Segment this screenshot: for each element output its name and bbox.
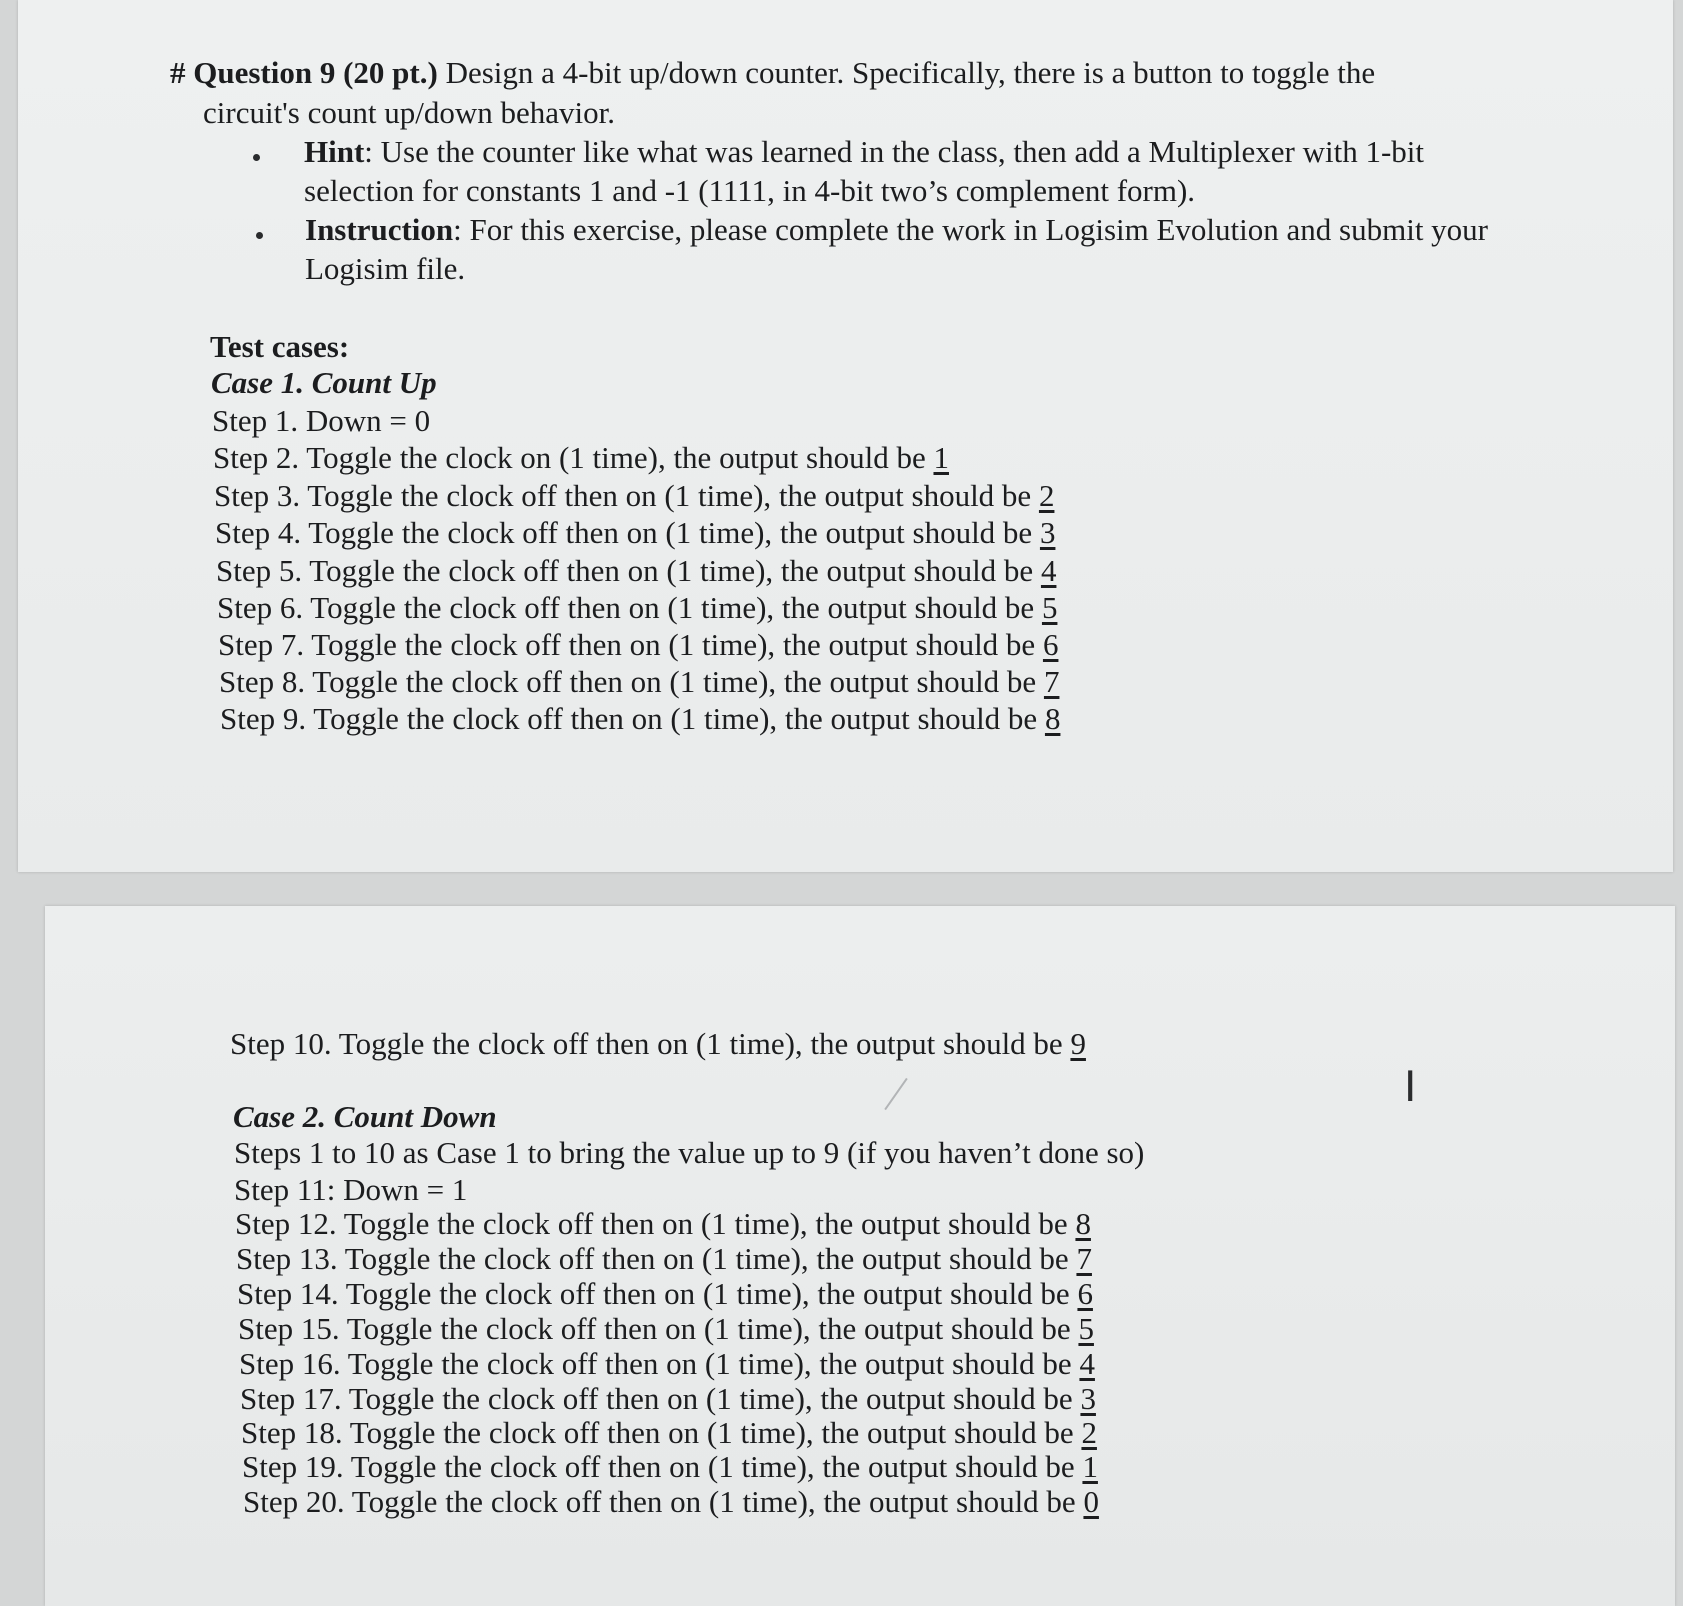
question-text-1: Design a 4-bit up/down counter. Specifically, there is a button to toggle the bbox=[437, 55, 1376, 90]
expected-output: 8 bbox=[1044, 701, 1061, 736]
expected-output: 3 bbox=[1080, 1381, 1096, 1416]
case1-step: Step 10. Toggle the clock off then on (1 time), the output should be 9 bbox=[230, 1026, 1086, 1061]
instruction-text-1: : For this exercise, please complete the work in Logisim Evolution and submit your bbox=[453, 212, 1489, 247]
question-line-2: circuit's count up/down behavior. bbox=[203, 95, 615, 130]
case2-step: Step 14. Toggle the clock off then on (1 time), the output should be 6 bbox=[237, 1276, 1093, 1311]
case1-step: Step 7. Toggle the clock off then on (1 time), the output should be 6 bbox=[218, 627, 1059, 662]
case2-step: Step 20. Toggle the clock off then on (1 time), the output should be 0 bbox=[243, 1484, 1099, 1519]
case2-step: Step 16. Toggle the clock off then on (1 time), the output should be 4 bbox=[239, 1346, 1095, 1381]
case1-step: Step 3. Toggle the clock off then on (1 time), the output should be 2 bbox=[214, 478, 1055, 513]
expected-output: 5 bbox=[1041, 590, 1058, 625]
hint-line-2: selection for constants 1 and -1 (1111, in 4-bit two’s complement form). bbox=[304, 173, 1196, 208]
expected-output: 1 bbox=[1082, 1449, 1098, 1484]
instruction-line-2: Logisim file. bbox=[305, 251, 466, 286]
expected-output: 1 bbox=[933, 440, 949, 475]
case1-step: Step 6. Toggle the clock off then on (1 time), the output should be 5 bbox=[217, 590, 1058, 625]
expected-output: 7 bbox=[1043, 664, 1060, 699]
expected-output: 2 bbox=[1081, 1415, 1097, 1450]
case2-title: Case 2. Count Down bbox=[233, 1099, 497, 1134]
case1-step: Step 4. Toggle the clock off then on (1 time), the output should be 3 bbox=[215, 515, 1056, 550]
instruction-line-1 bbox=[305, 211, 1488, 249]
case2-step: Step 18. Toggle the clock off then on (1 time), the output should be 2 bbox=[241, 1415, 1097, 1450]
expected-output: 6 bbox=[1042, 627, 1059, 662]
case1-step-1: Step 1. Down = 0 bbox=[212, 403, 431, 438]
case2-step: Step 12. Toggle the clock off then on (1 time), the output should be 8 bbox=[235, 1206, 1091, 1241]
expected-output: 7 bbox=[1076, 1241, 1092, 1276]
case2-step: Step 19. Toggle the clock off then on (1 time), the output should be 1 bbox=[242, 1449, 1098, 1484]
question-line-1 bbox=[170, 54, 1375, 92]
case1-step: Step 9. Toggle the clock off then on (1 time), the output should be 8 bbox=[220, 701, 1061, 736]
case2-step: Step 13. Toggle the clock off then on (1 time), the output should be 7 bbox=[236, 1241, 1092, 1276]
expected-output: 3 bbox=[1039, 515, 1056, 550]
expected-output: 4 bbox=[1079, 1346, 1095, 1381]
hint-label: Hint bbox=[304, 134, 365, 169]
case2-intro: Steps 1 to 10 as Case 1 to bring the value up to 9 (if you haven’t done so) bbox=[234, 1135, 1145, 1170]
expected-output: 6 bbox=[1077, 1276, 1093, 1311]
case1-title: Case 1. Count Up bbox=[211, 365, 437, 400]
expected-output: 8 bbox=[1075, 1206, 1091, 1241]
test-cases-heading: Test cases: bbox=[210, 329, 350, 364]
expected-output: 9 bbox=[1070, 1026, 1086, 1061]
case1-step: Step 2. Toggle the clock on (1 time), the output should be 1 bbox=[213, 440, 949, 475]
expected-output: 2 bbox=[1038, 478, 1055, 513]
hint-line-1 bbox=[304, 133, 1424, 171]
case1-step: Step 8. Toggle the clock off then on (1 time), the output should be 7 bbox=[219, 664, 1060, 699]
bullet-icon bbox=[256, 232, 263, 239]
expected-output: 0 bbox=[1083, 1484, 1099, 1519]
case2-step: Step 17. Toggle the clock off then on (1 time), the output should be 3 bbox=[240, 1381, 1096, 1416]
case1-step: Step 5. Toggle the clock off then on (1 time), the output should be 4 bbox=[216, 553, 1057, 588]
question-number: # Question 9 (20 pt.) bbox=[170, 55, 438, 90]
case2-step-11: Step 11: Down = 1 bbox=[234, 1172, 468, 1207]
bullet-icon bbox=[253, 154, 260, 161]
text-cursor-icon: I bbox=[1404, 1062, 1417, 1111]
case2-step: Step 15. Toggle the clock off then on (1 time), the output should be 5 bbox=[238, 1311, 1094, 1346]
hint-text-1: : Use the counter like what was learned in the class, then add a Multiplexer with 1-bit bbox=[364, 134, 1425, 169]
expected-output: 5 bbox=[1078, 1311, 1094, 1346]
instruction-label: Instruction bbox=[305, 212, 454, 247]
expected-output: 4 bbox=[1040, 553, 1057, 588]
